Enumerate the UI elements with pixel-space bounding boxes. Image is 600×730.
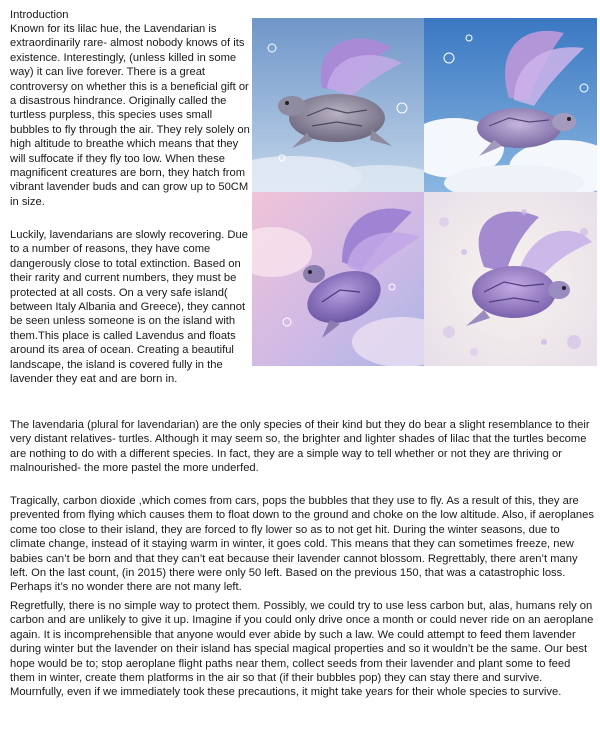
turtle-illustration-2 (424, 18, 597, 192)
winged-turtle-icon (252, 192, 424, 366)
resemblance-paragraph: The lavendaria (plural for lavendarian) are the only species of their kind but they do bear a slight resemblance to their very distant relatives- turtles. Although it may seem so, the brighter and lighter shades of lilac that the turtles become are nothing to do with a different species. In fact, they are a simple way to tell whether or not they are thriving or malnourished- the more pastel the more underfed. (10, 419, 590, 475)
turtle-illustration-1 (252, 18, 424, 192)
winged-turtle-icon (424, 192, 597, 366)
recovery-paragraph: Luckily, lavendarians are slowly recovering. Due to a number of reasons, they have come dangerously close to total extinction. Based on their rarity and current numbers, they must be protected at all costs. On a very safe island( between Italy Albania and Greece), they cannot be seen unless someone is on the island with them.This place is called Lavendus and floats around its area of ocean. Creating a beautiful landscape, the island is covered fully in the lavender they eat and are born in. (10, 229, 248, 386)
winged-turtle-icon (424, 18, 597, 192)
protection-paragraph: Regretfully, there is no simple way to protect them. Possibly, we could try to use less carbon but, alas, humans rely on carbon and are unlikely to give it up. Imagine if you could only drive once a month or could never ride on an aeroplane again. It is incomprehensible that anyone would ever abide by such a law. We could attempt to feed them lavender during winter but the lavender on their island has special magical properties and so it wouldn’t be the same. Our best hope would be to; stop aeroplane flight paths near them, collect seeds from their lavender and plant some to feed them in winter, create them platforms in the air so that (if their bubbles pop) they can stay there and survive. Mournfully, even if we immediately took these precautions, it might take years for their whole species to survive. (10, 600, 594, 699)
threats-paragraph: Tragically, carbon dioxide ,which comes from cars, pops the bubbles that they use to fly. As a result of this, they are prevented from flying which causes them to float down to the ground and choke on the low altitude. Also, if aeroplanes come too close to their island, they are forced to fly lower so as to not get hit. During the winter seasons, due to climate change, instead of it staying warm in winter, it goes cold. This means that they can sometimes freeze, new babies can’t be born and that they can’t eat because their lavender cannot blossom. Regrettably, there aren’t many left. On the last count, (in 2015) there were only 50 left. Based on the previous 150, that was a catastrophic loss. Perhaps it’s no wonder there are not many left. (10, 495, 594, 594)
illustration-grid (252, 18, 597, 366)
intro-paragraph: Known for its lilac hue, the Lavendarian is extraordinarily rare- almost nobody knows of its existence. Interestingly, (unless killed in some way) it can live forever. There is a great controversy on whether this is a beneficial gift or a disastrous hindrance. Originally called the turtless purpless, this species uses small bubbles to fly through the air. They rely solely on high altitude to breathe which means that they will suffocate if they fly too low. When these magnificent creatures are born, they hatch from vibrant lavender buds and can grow up to 50CM in size. (10, 23, 250, 208)
winged-turtle-icon (252, 18, 424, 192)
document-heading: Introduction (10, 9, 69, 21)
turtle-illustration-3 (252, 192, 424, 366)
turtle-illustration-4 (424, 192, 597, 366)
